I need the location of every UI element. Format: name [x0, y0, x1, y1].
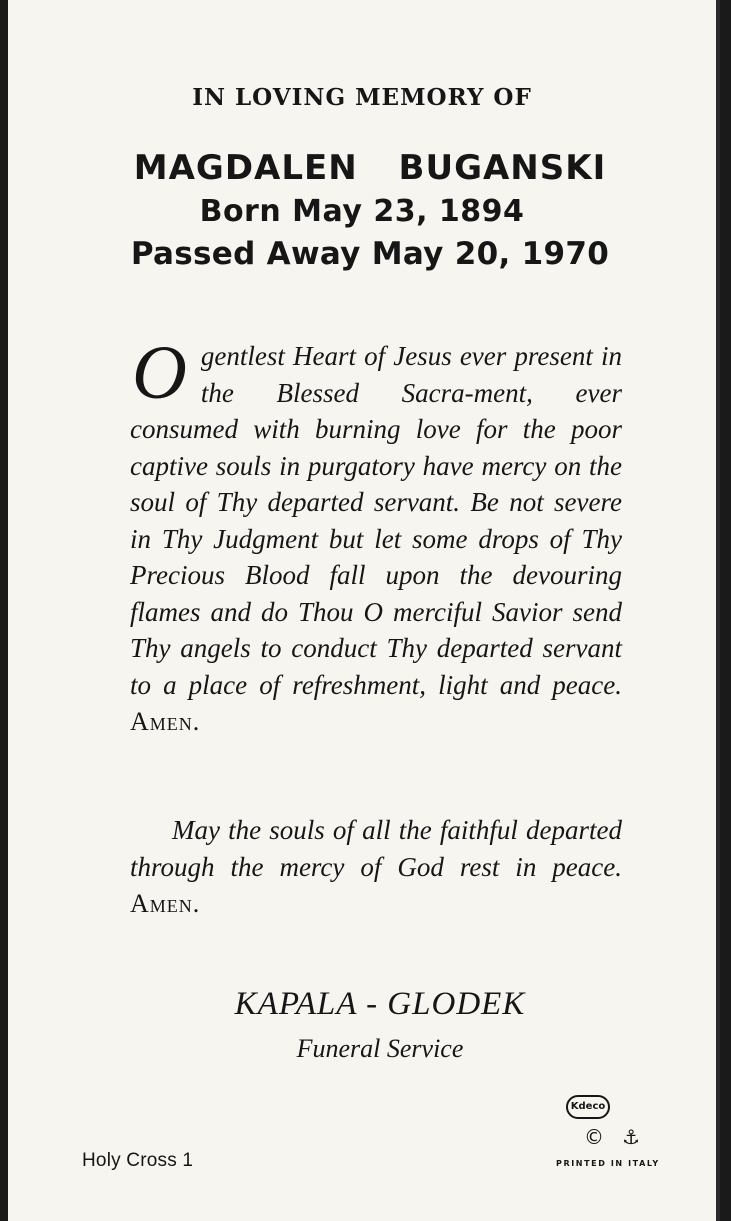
funeral-home-subtitle: Funeral Service	[296, 1034, 464, 1063]
memorial-card	[8, 0, 716, 1221]
second-prayer-text: May the souls of all the faithful departed through the mercy of God rest in peace.	[130, 815, 622, 882]
intro-heading: IN LOVING MEMORY OF	[192, 84, 532, 111]
publisher-logo: Kdeco	[566, 1095, 610, 1119]
printed-in-label: PRINTED IN ITALY	[556, 1159, 660, 1168]
anchor-icon: ⚓	[622, 1125, 640, 1149]
death-date: Passed Away May 20, 1970	[130, 236, 610, 272]
second-prayer-paragraph	[130, 812, 622, 923]
funeral-home-name: KAPALA - GLODEK	[234, 986, 526, 1022]
second-prayer-amen: Amen.	[130, 889, 201, 918]
publisher-mark	[556, 1095, 676, 1175]
drop-cap: O	[132, 331, 187, 415]
series-label: Holy Cross 1	[82, 1150, 194, 1171]
prayer-amen: Amen.	[130, 707, 201, 736]
birth-date: Born May 23, 1894	[199, 194, 525, 229]
prayer-paragraph	[130, 331, 622, 741]
prayer-text: gentlest Heart of Jesus ever present in the Blessed Sacra-ment, ever consumed with burning love for the poor captive souls in purgatory have mercy on the soul of Thy departed servant. Be not severe in Thy Judgment but let some drops of Thy Precious Blood fall upon the devouring flames and do Thou O merciful Savior send Thy angels to conduct Thy departed servant to a place of refreshment, light and peace.	[130, 341, 622, 700]
deceased-name: MAGDALEN BUGANSKI	[133, 148, 607, 188]
copyright-icon: ©	[584, 1125, 604, 1149]
